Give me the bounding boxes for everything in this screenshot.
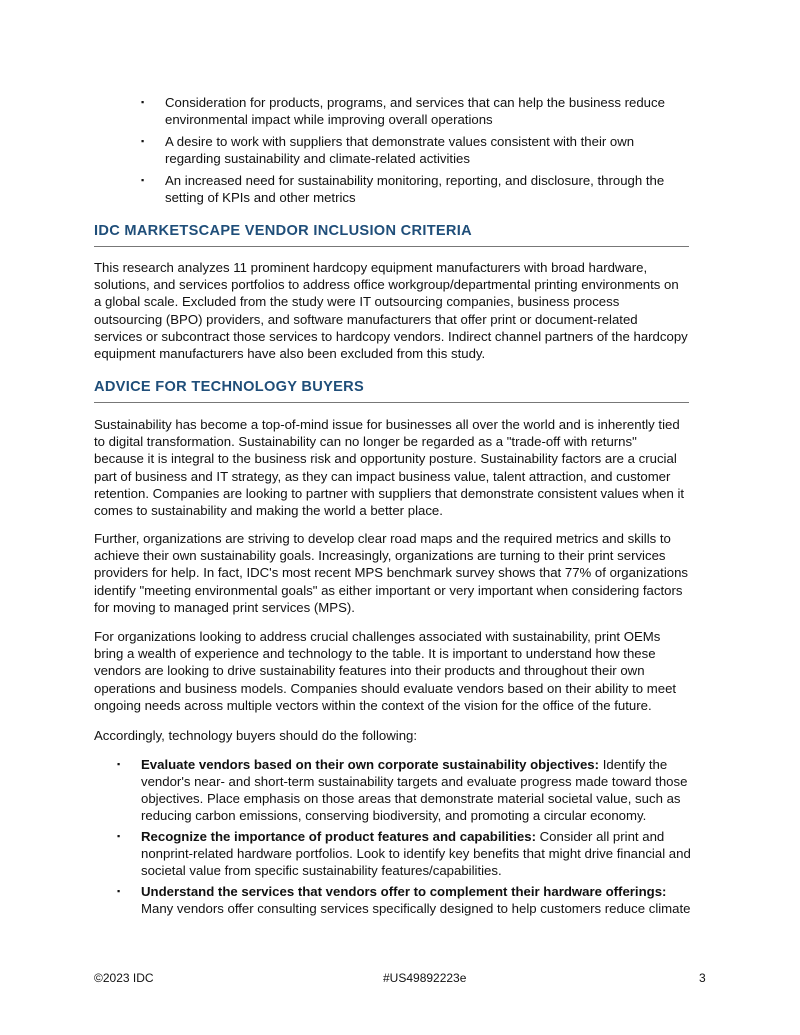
list-item-body: Identify the vendor's near- and short-term sustainability targets and evaluate progress made toward those objectives. Place emphasis on those areas that demonstrate material societal value, such as reducing carbon emissions, conserving biodiversity, and promoting a circular economy. [141, 757, 688, 823]
list-item-lead: Recognize the importance of product features and capabilities: [141, 829, 536, 844]
section-heading-inclusion-criteria: IDC MARKETSCAPE VENDOR INCLUSION CRITERIA [94, 222, 689, 247]
square-bullet-icon: ▪ [141, 136, 145, 146]
advice-paragraph-3: For organizations looking to address crucial challenges associated with sustainability, print OEMs bring a wealth of experience and technology to the table. It is important to understand how these vendors are looking to drive sustainability features into their products and throughout their own operations and business models. Companies should evaluate vendors based on their ability to meet ongoing needs across multiple vectors within the context of the vision for the office of the future. [94, 629, 677, 713]
list-item-lead: Evaluate vendors based on their own corporate sustainability objectives: [141, 757, 600, 772]
square-bullet-icon: ▪ [117, 886, 121, 896]
list-item-text [141, 883, 692, 917]
square-bullet-icon: ▪ [117, 759, 121, 769]
list-item [117, 756, 692, 824]
footer-document-id: #US49892223e [383, 971, 467, 985]
list-item-text: An increased need for sustainability monitoring, reporting, and disclosure, through the setting of KPIs and other metrics [165, 173, 665, 205]
footer-copyright: ©2023 IDC [94, 971, 154, 985]
list-item-text: Consideration for products, programs, and services that can help the business reduce environmental impact while improving overall operations [165, 95, 665, 127]
footer-page-number: 3 [699, 971, 706, 985]
square-bullet-icon: ▪ [141, 97, 145, 107]
advice-paragraph-1: Sustainability has become a top-of-mind issue for businesses all over the world and is inherently tied to digital transformation. Sustainability can no longer be regarded as a "trade-off with returns" because it is integral to the business risk and opportunity posture. Sustainability factors are a crucial part of business and IT strategy, as they can impact business value, talent attraction, and customer retention. Companies are looking to partner with suppliers that demonstrate consistent values when it comes to sustainability and making the world a better place. [94, 417, 685, 519]
inclusion-criteria-paragraph: This research analyzes 11 prominent hardcopy equipment manufacturers with broad hardware, solutions, and services portfolios to address office workgroup/departmental printing environments on a global scale. Excluded from the study were IT outsourcing companies, business process outsourcing (BPO) providers, and software manufacturers that offer print or document-related services or subcontract those services to hardcopy vendors. Indirect channel partners of the hardcopy equipment manufacturers have also been excluded from this study. [94, 260, 688, 362]
list-item-text [141, 756, 692, 824]
list-item [141, 133, 681, 167]
buyer-recommendation-list [117, 756, 692, 921]
top-bullet-list [141, 94, 681, 211]
list-item [141, 94, 681, 128]
list-item [117, 828, 692, 879]
list-item-body: Many vendors offer consulting services specifically designed to help customers reduce climate [141, 901, 691, 916]
advice-paragraph-4: Accordingly, technology buyers should do the following: [94, 728, 418, 743]
list-item-text: A desire to work with suppliers that demonstrate values consistent with their own regarding sustainability and climate-related activities [165, 134, 635, 166]
section-heading-advice: ADVICE FOR TECHNOLOGY BUYERS [94, 378, 689, 403]
square-bullet-icon: ▪ [141, 175, 145, 185]
list-item [141, 172, 681, 206]
advice-paragraph-2: Further, organizations are striving to develop clear road maps and the required metrics and skills to achieve their own sustainability goals. Increasingly, organizations are turning to their print services providers for help. In fact, IDC's most recent MPS benchmark survey shows that 77% of organizations identify "meeting environmental goals" as either important or very important when considering factors for moving to managed print services (MPS). [94, 531, 689, 615]
list-item [117, 883, 692, 917]
list-item-body: Consider all print and nonprint-related hardware portfolios. Look to identify key benefits that might drive financial and societal value from specific sustainability features/capabilities. [141, 829, 691, 878]
list-item-text [141, 828, 692, 879]
list-item-lead: Understand the services that vendors offer to complement their hardware offerings: [141, 884, 667, 899]
square-bullet-icon: ▪ [117, 831, 121, 841]
